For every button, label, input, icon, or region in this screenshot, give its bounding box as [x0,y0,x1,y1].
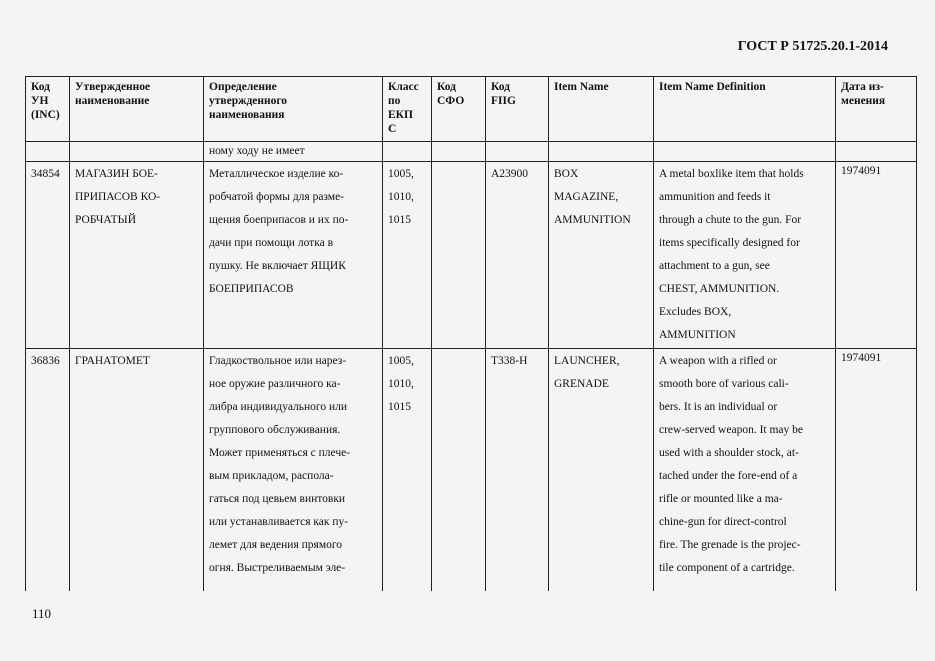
col-class-header: Класс по ЕКП С [383,77,432,142]
header-row [26,77,917,142]
page-number: 110 [32,606,52,621]
col-item-def-header: Item Name Definition [654,77,836,142]
col-definition-header: Определение утвержденного наименования [204,77,383,142]
class-cell: 1005, 1010, 1015 [383,349,432,592]
continuation-row [26,142,917,162]
inc-cell: 36836 [26,349,70,592]
date-cell: 1974091 [836,349,917,592]
col-fiig-header: Код FIIG [486,77,549,142]
col-date-header: Дата из- менения [836,77,917,142]
sfo-cell [432,349,486,592]
table-row [26,349,917,592]
fiig-cell: A23900 [486,162,549,349]
standard-id: ГОСТ Р 51725.20.1-2014 [737,39,888,54]
definition-cell: Металлическое изделие ко- робчатой формы для разме- щения боеприпасов и их по- дачи при помощи лотка в пушку. Не включает ЯЩИК БОЕПРИПАСОВ [204,162,383,349]
name-cell: МАГАЗИН БОЕ- ПРИПАСОВ КО- РОБЧАТЫЙ [70,162,204,349]
col-inc-header: Код УН (INC) [26,77,70,142]
nomenclature-table [25,76,917,591]
fiig-cell: T338-H [486,349,549,592]
name-cell: ГРАНАТОМЕТ [70,349,204,592]
col-name-header: Утвержденное наименование [70,77,204,142]
col-sfo-header: Код СФО [432,77,486,142]
item-def-cell: A weapon with a rifled or smooth bore of various cali- bers. It is an individual or crew-served weapon. It may be used with a shoulder stock, at- tached under the fore-end of a rifle or mounted like a ma- chine-gun for direct-control fire. The grenade is the projec- tile component of a cartridge. [654,349,836,592]
inc-cell: 34854 [26,162,70,349]
table-row [26,162,917,349]
col-item-name-header: Item Name [549,77,654,142]
item-name-cell: BOX MAGAZINE, AMMUNITION [549,162,654,349]
continuation-text: ному ходу не имеет [204,142,383,162]
item-def-cell: A metal boxlike item that holds ammunition and feeds it through a chute to the gun. For items specifically designed for attachment to a gun, see CHEST, AMMUNITION. Excludes BOX, AMMUNITION [654,162,836,349]
item-name-cell: LAUNCHER, GRENADE [549,349,654,592]
definition-cell: Гладкоствольное или нарез- ное оружие различного ка- либра индивидуального или группового обслуживания. Может применяться с плече- вым прикладом, распола- гаться под цевьем винтовки или устанавливается как пу- лемет для ведения прямого огня. Выстреливаемым эле- [204,349,383,592]
class-cell: 1005, 1010, 1015 [383,162,432,349]
sfo-cell [432,162,486,349]
date-cell: 1974091 [836,162,917,349]
